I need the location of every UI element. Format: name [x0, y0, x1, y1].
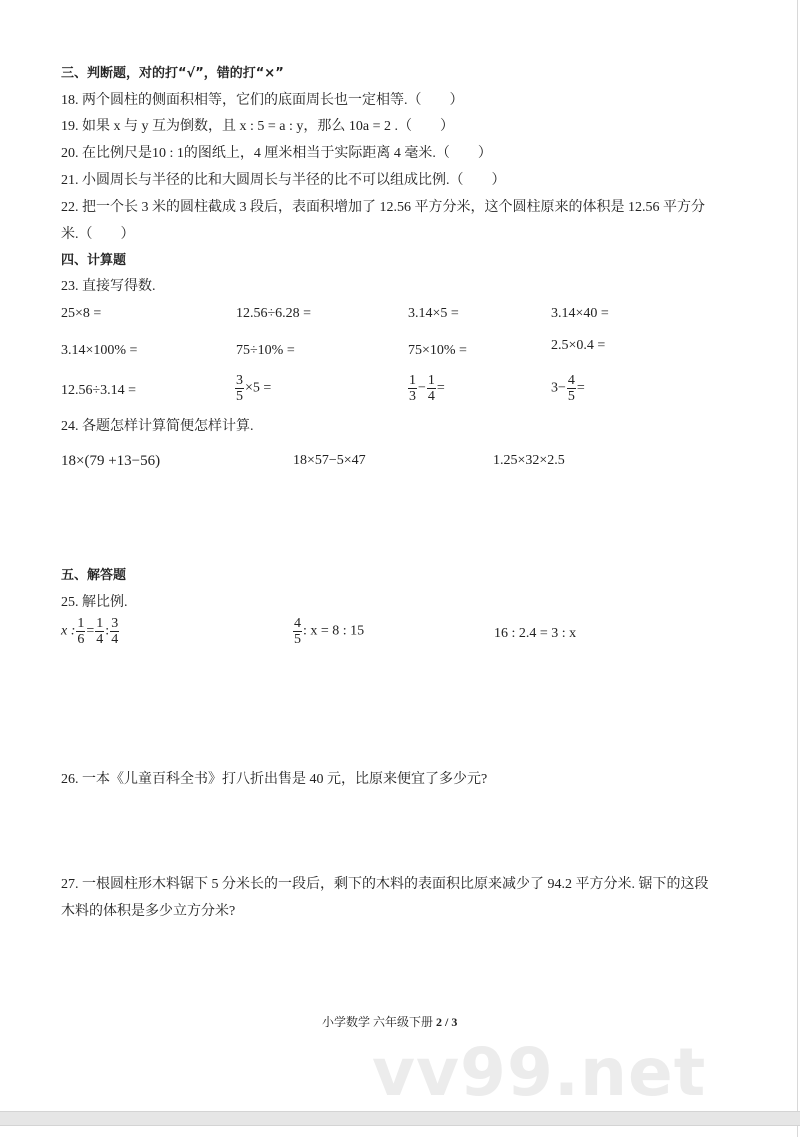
expression-tail: : x = 8 : 15 [303, 623, 365, 639]
calc-item: 12.56÷3.14 = [61, 383, 137, 398]
section3-heading: 三、判断题，对的打“√”，错的打“×” [61, 66, 284, 81]
operator: : [105, 623, 110, 639]
denominator: 4 [427, 389, 435, 404]
numerator: 1 [427, 373, 435, 388]
watermark: vv99.net [372, 1034, 707, 1111]
simplify-item: 1.25×32×2.5 [493, 453, 565, 468]
simplify-item: 18×(79 +13−56) [61, 453, 161, 469]
question-22-line2: 米.（ ） [61, 227, 135, 242]
question-27-line1: 27. 一根圆柱形木料锯下 5 分米长的一段后，剩下的木料的表面积比原来减少了 94.2 平方分米. 锯下的这段 [61, 877, 709, 892]
operator: − [418, 380, 426, 396]
expression-head: x : [61, 623, 76, 639]
expression-tail: = [436, 380, 445, 396]
proportion-item: 16 : 2.4 = 3 : x [494, 626, 577, 641]
denominator: 5 [294, 632, 301, 647]
numerator: 4 [567, 373, 575, 388]
page-footer [322, 1014, 457, 1030]
calc-item-fraction [551, 373, 585, 404]
question-26: 26. 一本《儿童百科全书》打八折出售是 40 元，比原来便宜了多少元? [61, 772, 488, 787]
fraction [95, 616, 104, 647]
question-24: 24. 各题怎样计算简便怎样计算. [61, 419, 254, 434]
simplify-item: 18×57−5×47 [293, 453, 366, 468]
calc-item: 3.14×100% = [61, 343, 138, 358]
calc-item: 3.14×40 = [551, 306, 609, 321]
calc-item: 25×8 = [61, 306, 102, 321]
question-20: 20. 在比例尺是10 : 1的图纸上，4 厘米相当于实际距离 4 毫米.（ ） [61, 146, 492, 161]
footer-subject: 小学数学 六年级下册 [322, 1015, 434, 1029]
numerator: 3 [111, 616, 119, 631]
denominator: 6 [77, 632, 85, 647]
denominator: 4 [96, 632, 104, 647]
fraction [408, 373, 417, 404]
expression-tail: ×5 = [245, 380, 272, 396]
operator: = [86, 623, 95, 639]
denominator: 5 [567, 389, 575, 404]
fraction [427, 373, 436, 404]
calc-item-fraction [234, 373, 271, 404]
proportion-item [292, 616, 364, 647]
section4-heading: 四、计算题 [61, 253, 127, 268]
fraction [567, 373, 576, 404]
question-21: 21. 小圆周长与半径的比和大圆周长与半径的比不可以组成比例.（ ） [61, 173, 506, 188]
denominator: 3 [409, 389, 416, 404]
numerator: 1 [409, 373, 416, 388]
fraction [76, 616, 85, 647]
question-18: 18. 两个圆柱的侧面积相等，它们的底面周长也一定相等.（ ） [61, 93, 464, 108]
proportion-item [61, 616, 120, 647]
next-page-edge [0, 1126, 798, 1137]
numerator: 1 [77, 616, 85, 631]
question-19: 19. 如果 x 与 y 互为倒数，且 x : 5 = a : y，那么 10a = 2 .（ ） [61, 119, 454, 134]
expression-head: 3− [551, 380, 566, 396]
denominator: 5 [236, 389, 243, 404]
fraction [110, 616, 119, 647]
calc-item-fraction [407, 373, 445, 404]
section5-heading: 五、解答题 [61, 568, 127, 583]
question-27-line2: 木料的体积是多少立方分米? [61, 904, 236, 919]
calc-item: 2.5×0.4 = [551, 338, 606, 353]
question-23: 23. 直接写得数. [61, 279, 156, 294]
question-25: 25. 解比例. [61, 595, 128, 610]
expression-tail: = [576, 380, 585, 396]
fraction [235, 373, 244, 404]
numerator: 1 [96, 616, 104, 631]
page-number: 2 / 3 [436, 1015, 458, 1029]
calc-item: 75×10% = [408, 343, 467, 358]
page-separator [0, 1111, 800, 1126]
numerator: 3 [236, 373, 243, 388]
denominator: 4 [111, 632, 119, 647]
calc-item: 3.14×5 = [408, 306, 459, 321]
question-22-line1: 22. 把一个长 3 米的圆柱截成 3 段后，表面积增加了 12.56 平方分米，这个圆柱原来的体积是 12.56 平方分 [61, 200, 705, 215]
numerator: 4 [294, 616, 301, 631]
calc-item: 12.56÷6.28 = [236, 306, 312, 321]
fraction [293, 616, 302, 647]
calc-item: 75÷10% = [236, 343, 295, 358]
